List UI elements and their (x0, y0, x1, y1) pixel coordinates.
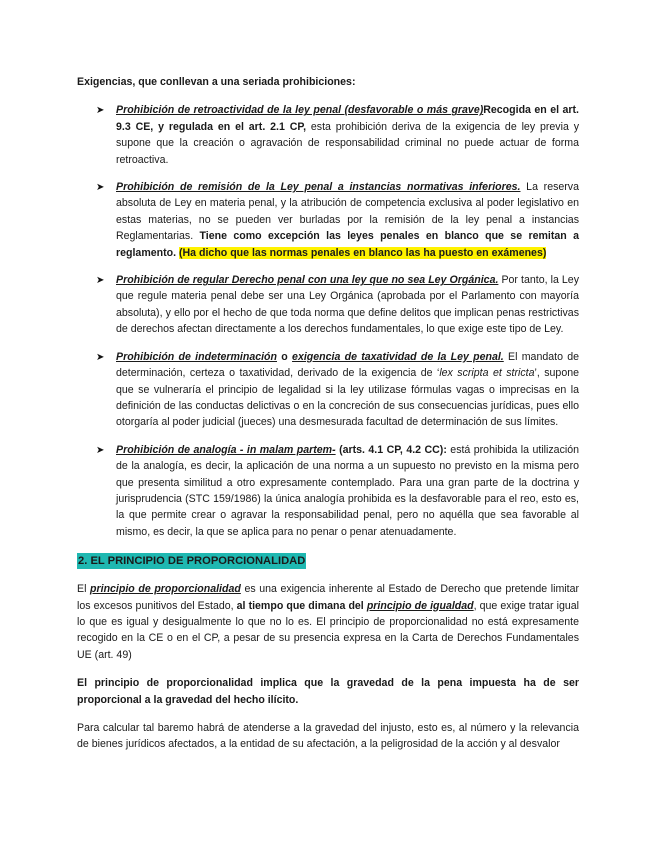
arrow-right-icon: ➤ (96, 444, 105, 456)
list-item (77, 102, 579, 168)
list-item (77, 349, 579, 431)
arrow-right-icon: ➤ (96, 105, 105, 117)
arrow-right-icon: ➤ (96, 275, 105, 287)
list-item (77, 272, 579, 338)
list-item-text: Prohibición de regular Derecho penal con una ley que no sea Ley Orgánica. Por tanto, la Ley que regule materia penal debe ser una Ley Orgánica (aprobada por el Parlamento con mayoría absoluta), y ello por el hecho de que toda norma que define delitos que implican penas restrictivas de derechos afectan directamente a los derechos fundamentales, lo que exige este tipo de Ley. (116, 274, 579, 336)
list-item-text: Prohibición de retroactividad de la ley penal (desfavorable o más grave)Recogida en el art. 9.3 CE, y regulada en el art. 2.1 CP, esta prohibición deriva de la exigencia de ley previa y supone que la creación o agravación de responsabilidad criminal no puede actuar de forma retroactiva. (116, 104, 579, 166)
list-item-text: Prohibición de analogía - in malam partem- (arts. 4.1 CP, 4.2 CC): está prohibida la utilización de la analogía, es decir, la aplicación de una norma a un supuesto no previsto en la misma pero que presenta similitud a otro expresamente contemplado. Para una gran parte de la doctrina y jurisprudencia (STC 159/1986) la única analogía prohibida es la desfavorable para el reo, esto es, la que permite crear o agravar la responsabilidad penal, pero no aquélla que sea favorable al mismo, es decir, la que se aplica para no penar o penar atenuadamente. (116, 443, 580, 538)
list-item-text: Prohibición de remisión de la Ley penal a instancias normativas inferiores. La reserva absoluta de Ley en materia penal, y la atribución de competencia exclusiva al poder legislativo en estas materias, no se pueden ver burladas por la remisión de la ley penal a instancias Reglamentarias. Tiene como excepción las leyes penales en blanco que se remitan a reglamento. (Ha dicho que las normas penales en blanco las ha puesto en exámenes) (116, 181, 579, 259)
intro-text: Exigencias, que conllevan a una seriada prohibiciones: (77, 76, 356, 88)
document-content (77, 74, 579, 765)
list-item (77, 442, 579, 540)
prohibitions-list (77, 102, 579, 540)
arrow-right-icon: ➤ (96, 351, 105, 363)
section-heading: 2. EL PRINCIPIO DE PROPORCIONALIDAD (78, 555, 306, 568)
paragraph-baremo: Para calcular tal baremo habrá de atenderse a la gravedad del injusto, esto es, al número y la relevancia de bienes jurídicos afectados, a la entidad de su afectación, a la peligrosidad de la acción y al desvalor (77, 722, 579, 751)
list-item (77, 179, 579, 261)
highlighted-note: (Ha dicho que las normas penales en blanco las ha puesto en exámenes) (179, 246, 547, 259)
list-item-text: Prohibición de indeterminación o exigencia de taxatividad de la Ley penal. El mandato de determinación, certeza o taxatividad, derivado de la exigencia de ‘lex scripta et stricta’, supone que se vulneraría el principio de legalidad si la ley utilizase fórmulas vagas o imprecisas en la definición de las conductas delictivas o en la concreción de sus consecuencias jurídicas, pues ello otorgaría al poder judicial (jueces) una desmesurada facultad de determinación de sus límites. (116, 350, 580, 429)
paragraph-proportionality: El principio de proporcionalidad es una exigencia inherente al Estado de Derecho que pretende limitar los excesos punitivos del Estado, al tiempo que dimana del principio de igualdad, que exige tratar igual lo que es igual y desigualmente lo que no lo es. El principio de proporcionalidad no está expresamente recogido en la CE o en el CP, a pesar de su presencia expresa en la Carta de Derechos Fundamentales UE (art. 49) (77, 583, 579, 661)
arrow-right-icon: ➤ (96, 182, 105, 194)
paragraph-implication: El principio de proporcionalidad implica que la gravedad de la pena impuesta ha de ser proporcional a la gravedad del hecho ilícito. (77, 677, 579, 706)
